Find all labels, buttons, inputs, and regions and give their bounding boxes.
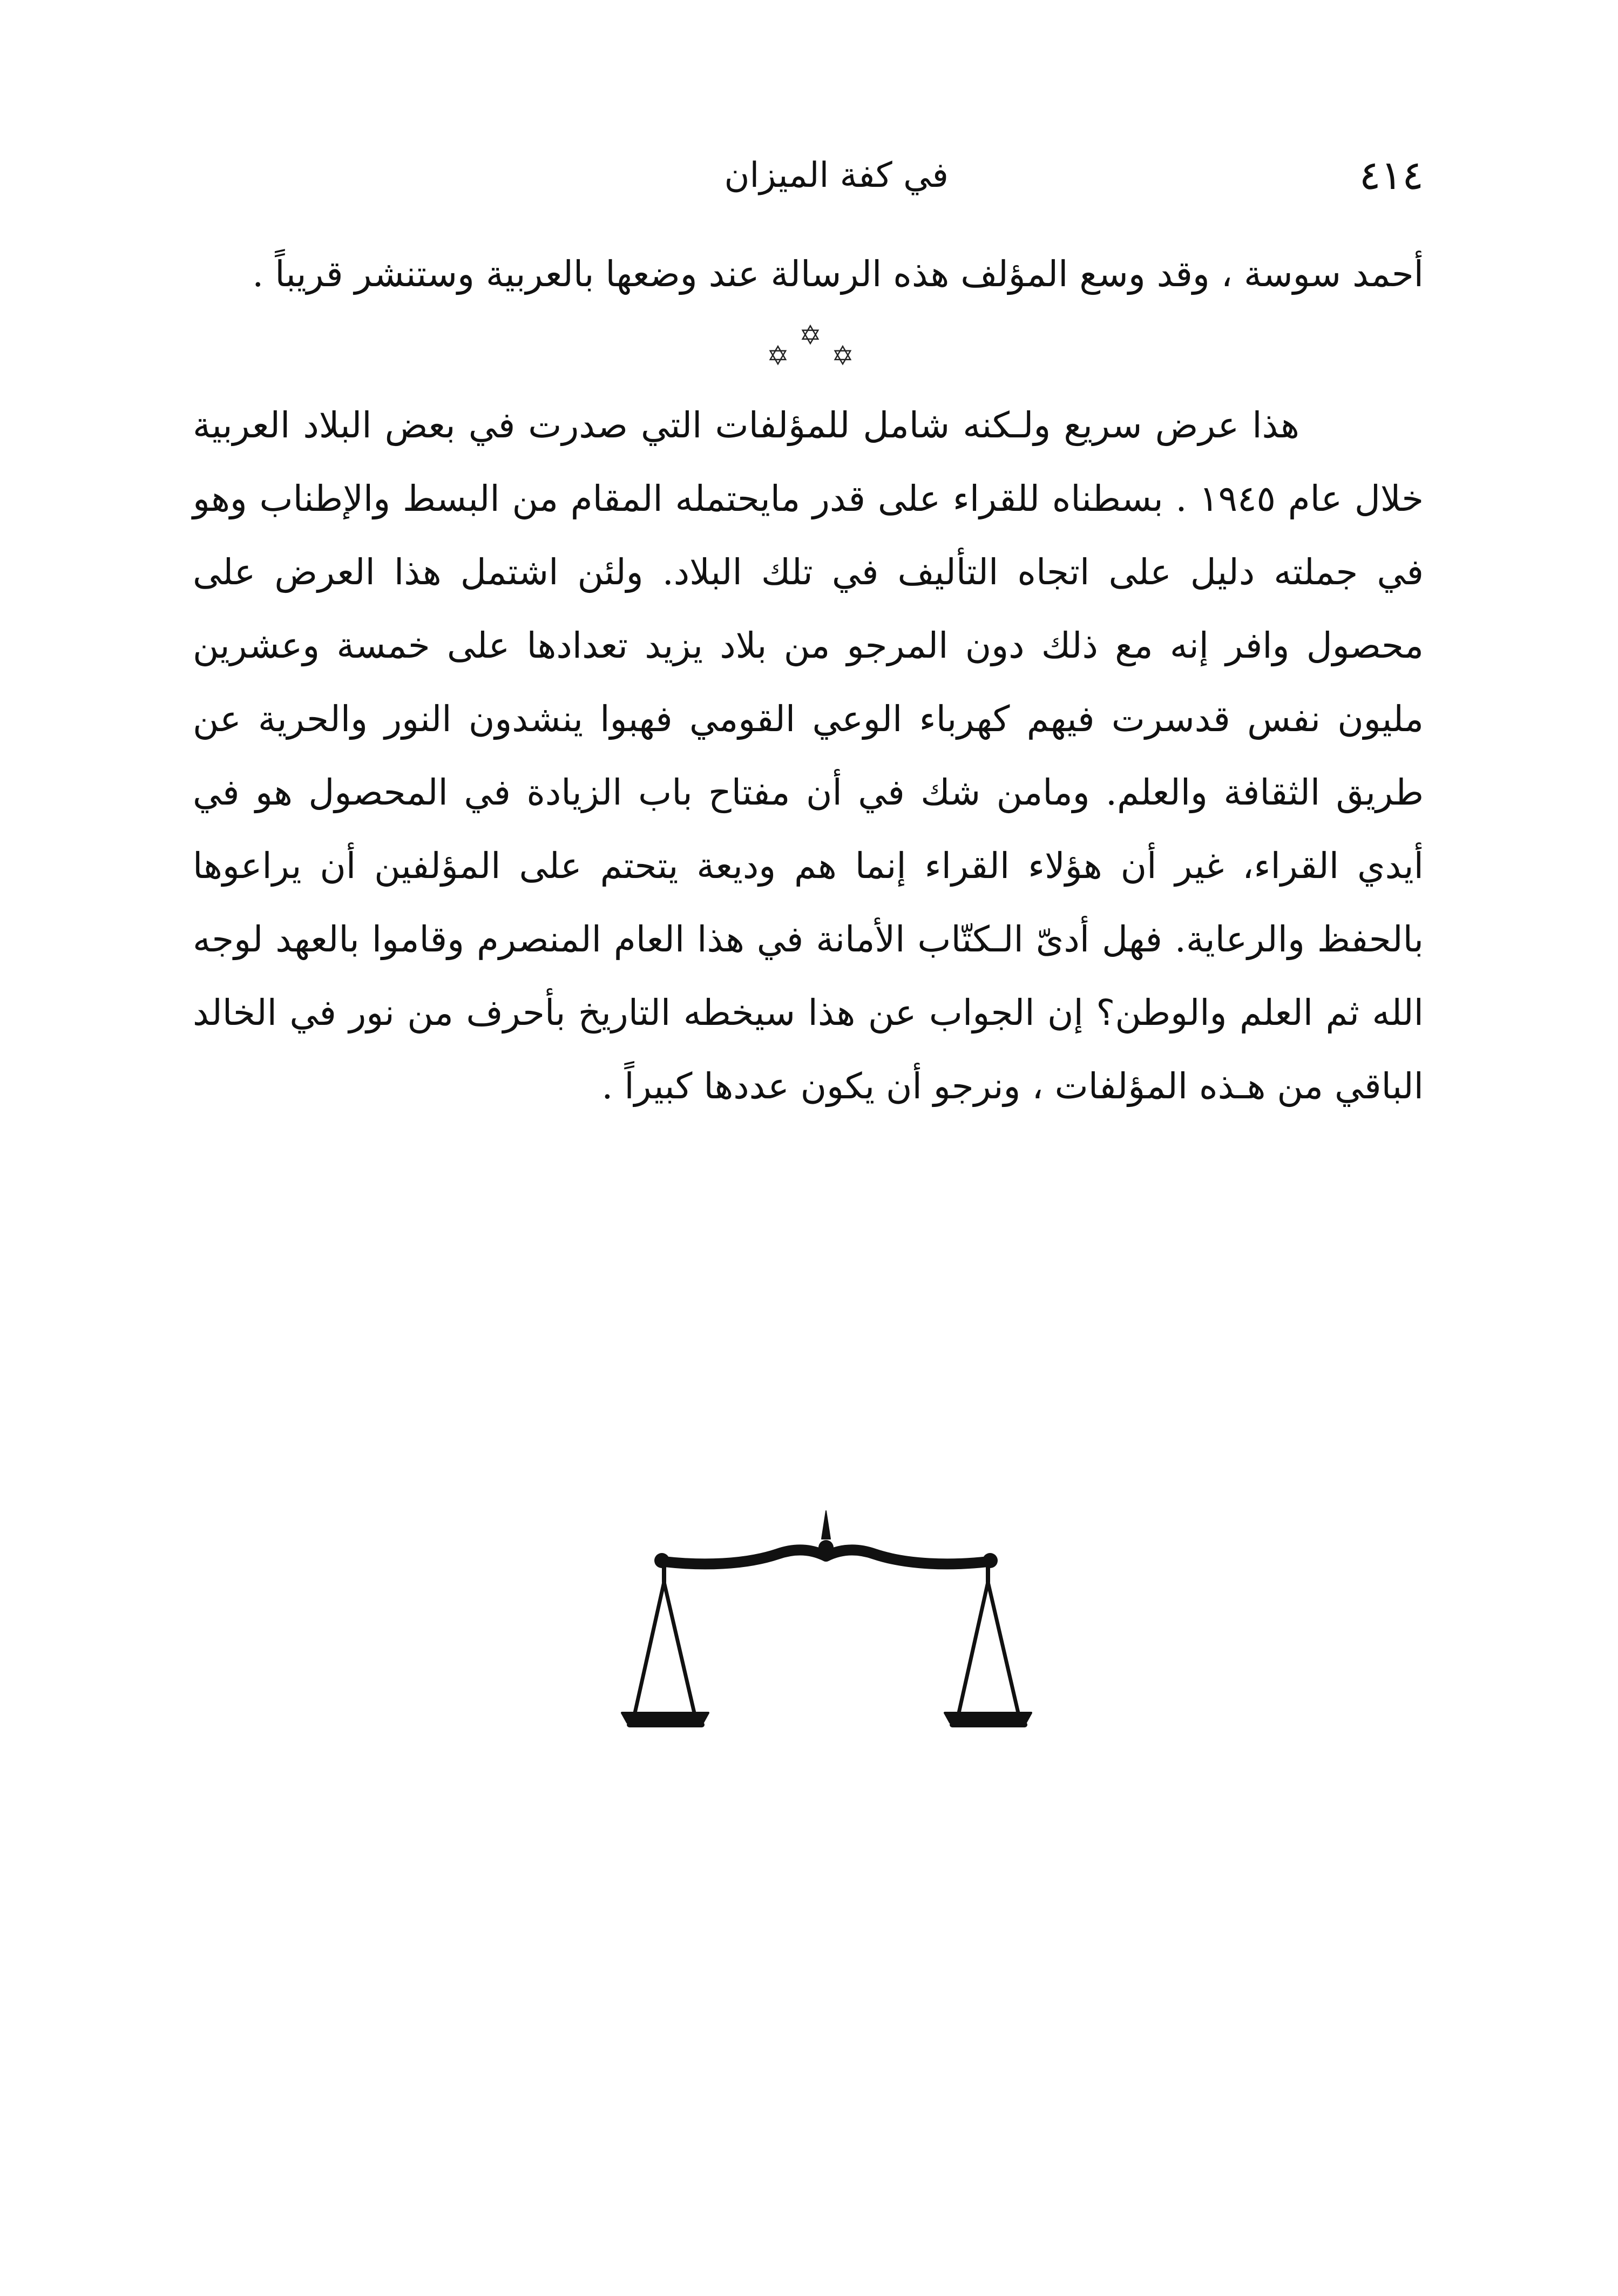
balance-scale-icon — [615, 1501, 1037, 1750]
star-icon: ✡ — [767, 340, 789, 372]
running-title: في كفة الميزان — [724, 156, 949, 195]
body-paragraph: هذا عرض سريع ولـكنه شامل للمؤلفات التي صدرت في بعض البلاد العربية خلال عام ١٩٤٥ . بسطناه للقراء على قدر مايحتمله المقام من البسط والإطناب وهو في جملته دليل على اتجاه التأليف في تلك البلاد. ولئن اشتمل هذا العرض على محصول وافر إنه مع ذلك دون المرجو من بلاد يزيد تعدادها على خمسة وعشرين مليون نفس قدسرت فيهم كهرباء الوعي القومي فهبوا ينشدون النور والحرية عن طريق الثقافة والعلم. ومامن شك في أن مفتاح باب الزيادة في المحصول هو في أيدي القراء، غير أن هؤلاء القراء إنما هم وديعة يتحتم على المؤلفين أن يراعوها بالحفظ والرعاية. فهل أدىّ الـكتّاب الأمانة في هذا العام المنصرم وقاموا بالعهد لوجه الله ثم العلم والوطن؟ إن الجواب عن هذا سيخطه التاريخ بأحرف من نور في الخالد الباقي من هـذه المؤلفات ، ونرجو أن يكون عددها كبيراً . — [193, 404, 1424, 1107]
star-icon: ✡ — [831, 340, 854, 372]
carryover-line: أحمد سوسة ، وقد وسع المؤلف هذه الرسالة عند وضعها بالعربية وستنشر قريباً . — [252, 253, 1424, 295]
page-number: ٤١٤ — [1359, 152, 1424, 199]
running-header — [194, 146, 1424, 205]
star-ornament — [745, 319, 875, 378]
star-icon: ✡ — [799, 320, 822, 351]
